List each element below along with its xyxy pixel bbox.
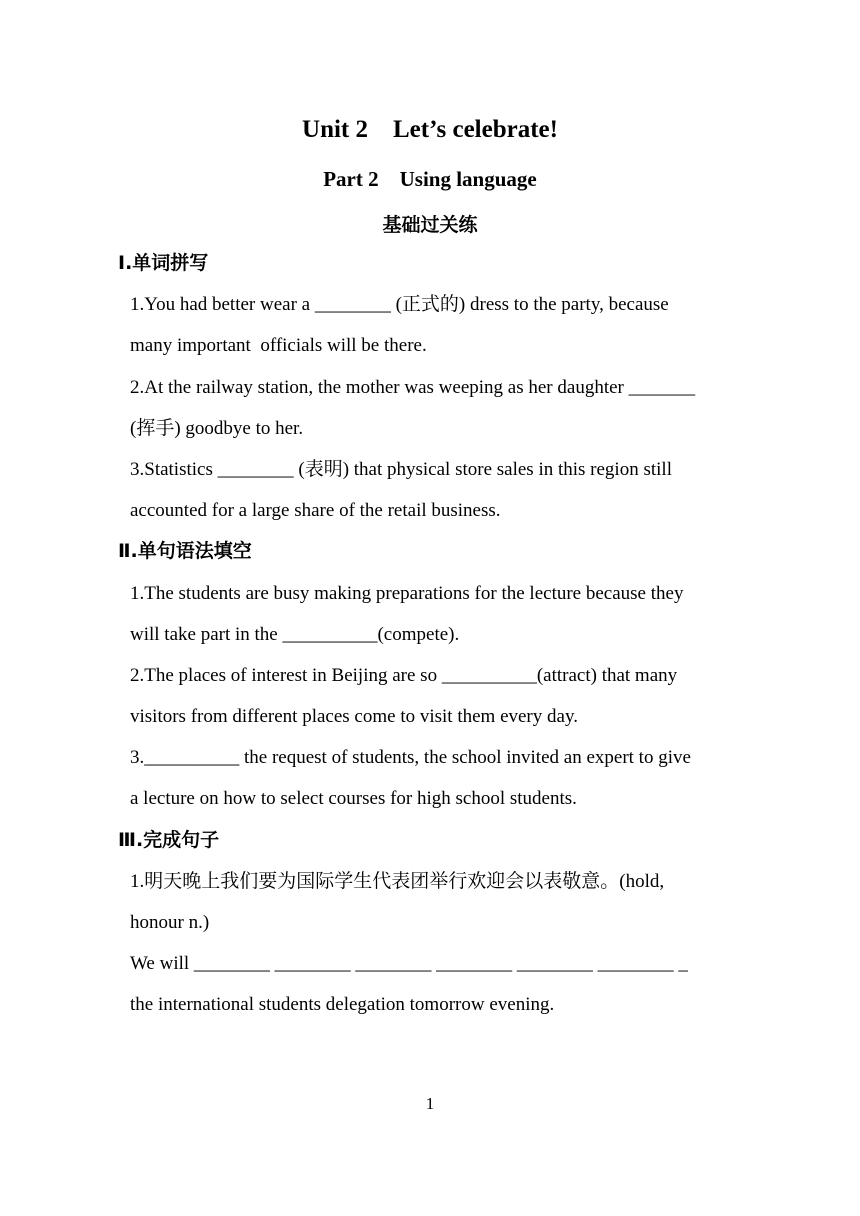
part-subtitle: Part 2 Using language (323, 167, 537, 191)
question-line: accounted for a large share of the retail business. (130, 500, 501, 522)
question-line: many important officials will be there. (130, 335, 427, 357)
section-heading-3: Ⅲ.完成句子 (118, 828, 220, 851)
question-line: 2.The places of interest in Beijing are so __________(attract) that many (130, 664, 678, 686)
question-line: will take part in the __________(compete). (130, 623, 460, 645)
section-heading-1: Ⅰ.单词拼写 (118, 252, 209, 274)
page-number: 1 (425, 1094, 435, 1113)
question-line: 1.You had better wear a ________ (正式的) dress to the party, because (130, 294, 669, 316)
question-line: visitors from different places come to visit them every day. (130, 706, 578, 728)
unit-title: Unit 2 Let’s celebrate! (302, 116, 558, 143)
question-line: 3.Statistics ________ (表明) that physical store sales in this region still (130, 458, 672, 480)
question-line: 1.The students are busy making preparations for the lecture because they (130, 582, 684, 604)
question-line: 1.明天晚上我们要为国际学生代表团举行欢迎会以表敬意。(hold, (130, 870, 665, 892)
question-line: 2.At the railway station, the mother was weeping as her daughter _______ (130, 376, 696, 398)
exercise-subheading: 基础过关练 (382, 214, 478, 236)
exercise-body (118, 243, 735, 1026)
section-heading-2: Ⅱ.单句语法填空 (118, 540, 252, 563)
question-line: a lecture on how to select courses for high school students. (130, 788, 577, 810)
question-line: We will ________ ________ ________ ________ ________ ________ _ (130, 953, 688, 975)
question-line: 3.__________ the request of students, the school invited an expert to give (130, 747, 691, 769)
question-line: (挥手) goodbye to her. (130, 417, 304, 439)
question-line: honour n.) (130, 912, 210, 933)
question-line: the international students delegation tomorrow evening. (130, 994, 555, 1016)
